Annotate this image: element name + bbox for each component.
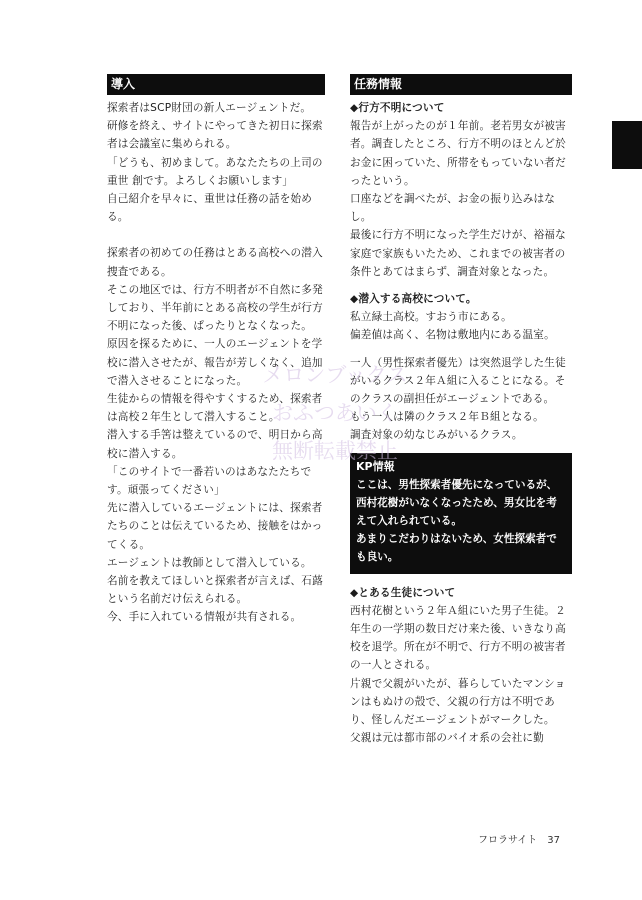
intro-heading: 導入 xyxy=(107,74,325,95)
mission-column xyxy=(350,74,572,747)
kp-info-title: KP情報 xyxy=(356,459,395,473)
intro-paragraph: そこの地区では、行方不明者が不自然に多発しており、半年前にとある高校の学生が行方不明になった後、ぱったりとなくなった。 xyxy=(107,283,323,333)
intro-paragraph: エージェントは教師として潜入している。 xyxy=(107,556,312,569)
school-heading: ◆潜入する高校について。 xyxy=(350,293,477,306)
mission-body xyxy=(350,99,572,445)
school-paragraph: 一人（男性探索者優先）は突然退学した生徒がいるクラス２年Ａ組に入ることになる。そのクラスの副担任がエージェントである。 xyxy=(350,356,566,406)
intro-paragraph: 探索者の初めての任務はとある高校への潜入捜査である。 xyxy=(107,247,323,278)
intro-paragraph: 自己紹介を早々に、重世は任務の話を始める。 xyxy=(107,193,313,224)
kp-info-text xyxy=(356,476,566,566)
intro-paragraph: 名前を教えてほしいと探索者が言えば、石蕗という名前だけ伝えられる。 xyxy=(107,575,323,606)
watermark-line: メロンブックス xyxy=(262,363,408,387)
school-paragraph: 偏差値は高く、名物は敷地内にある温室。 xyxy=(350,329,555,342)
intro-paragraph: 潜入する手筈は整えているので、明日から高校に潜入する。 xyxy=(107,429,323,460)
missing-paragraph: 口座などを調べたが、お金の振り込みはなし。 xyxy=(350,193,556,224)
student-paragraph: 片親で父親がいたが、暮らしていたマンションはもぬけの殻で、父親の行方は不明であり、怪しんだエージェントがマークした。 xyxy=(350,677,566,727)
intro-paragraph: 先に潜入しているエージェントには、探索者たちのことは伝えているため、接触をはかってくる。 xyxy=(107,502,323,551)
school-paragraph: 調査対象の幼なじみがいるクラス。 xyxy=(350,429,523,442)
kp-info-box xyxy=(350,453,572,574)
missing-heading: ◆行方不明について xyxy=(350,102,445,114)
student-heading: ◆とある生徒について xyxy=(350,586,456,599)
school-paragraph: もう一人は隣のクラス２年Ｂ組となる。 xyxy=(350,411,544,424)
intro-paragraph: 生徒からの情報を得やすくするため、探索者は高校２年生として潜入すること。 xyxy=(107,393,323,424)
student-paragraph: 父親は元は都市部のバイオ系の会社に勤 xyxy=(350,732,544,745)
page-footer: フロラサイト 37 xyxy=(478,835,561,846)
intro-paragraph: 原因を探るために、一人のエージェントを学校に潜入させたが、報告が芳しくなく、追加で潜入させることになった。 xyxy=(107,338,323,387)
kp-info-line: あまりこだわりはないため、女性探索者でも良い。 xyxy=(356,532,557,563)
intro-paragraph: 「どうも、初めまして。あなたたちの上司の重世 創です。よろしくお願いします」 xyxy=(107,156,323,187)
kp-info-line: ここは、男性探索者優先になっているが、西村花樹がいなくなったため、男女比を考えて入れられている。 xyxy=(356,478,558,527)
spacer xyxy=(350,345,572,354)
school-paragraph: 私立緑土高校。すおう市にある。 xyxy=(350,311,512,324)
spacer xyxy=(107,226,325,244)
intro-paragraph: 「このサイトで一番若いのはあなたたちです。頑張ってください」 xyxy=(107,465,312,497)
intro-paragraph: 研修を終え、サイトにやってきた初日に探索者は会議室に集められる。 xyxy=(107,120,323,151)
intro-paragraph: 探索者はSCP財団の新人エージェントだ。 xyxy=(107,102,312,114)
mission-heading: 任務情報 xyxy=(350,74,572,95)
watermark-line: おふつあいく xyxy=(272,401,398,425)
watermark-line: 無断転載禁止 xyxy=(272,439,398,463)
chapter-tab xyxy=(612,121,642,169)
student-body xyxy=(350,584,572,748)
missing-paragraph: 最後に行方不明になった学生だけが、裕福な家庭で家族もいたため、これまでの被害者の条件とあてはまらず、調査対象となった。 xyxy=(350,229,566,278)
intro-body xyxy=(107,99,325,627)
spacer xyxy=(350,281,572,290)
intro-column xyxy=(107,74,325,627)
missing-paragraph: 報告が上がったのが１年前。老若男女が被害者。調査したところ、行方不明のほとんど於お金に困っていた、所帯をもっていない者だったという。 xyxy=(350,120,566,187)
student-paragraph: 西村花樹という２年Ａ組にいた男子生徒。２年生の一学期の数日だけ来た後、いきなり高校を退学。所在が不明で、行方不明の被害者の一人とされる。 xyxy=(350,604,566,672)
intro-paragraph: 今、手に入れている情報が共有される。 xyxy=(107,611,302,624)
